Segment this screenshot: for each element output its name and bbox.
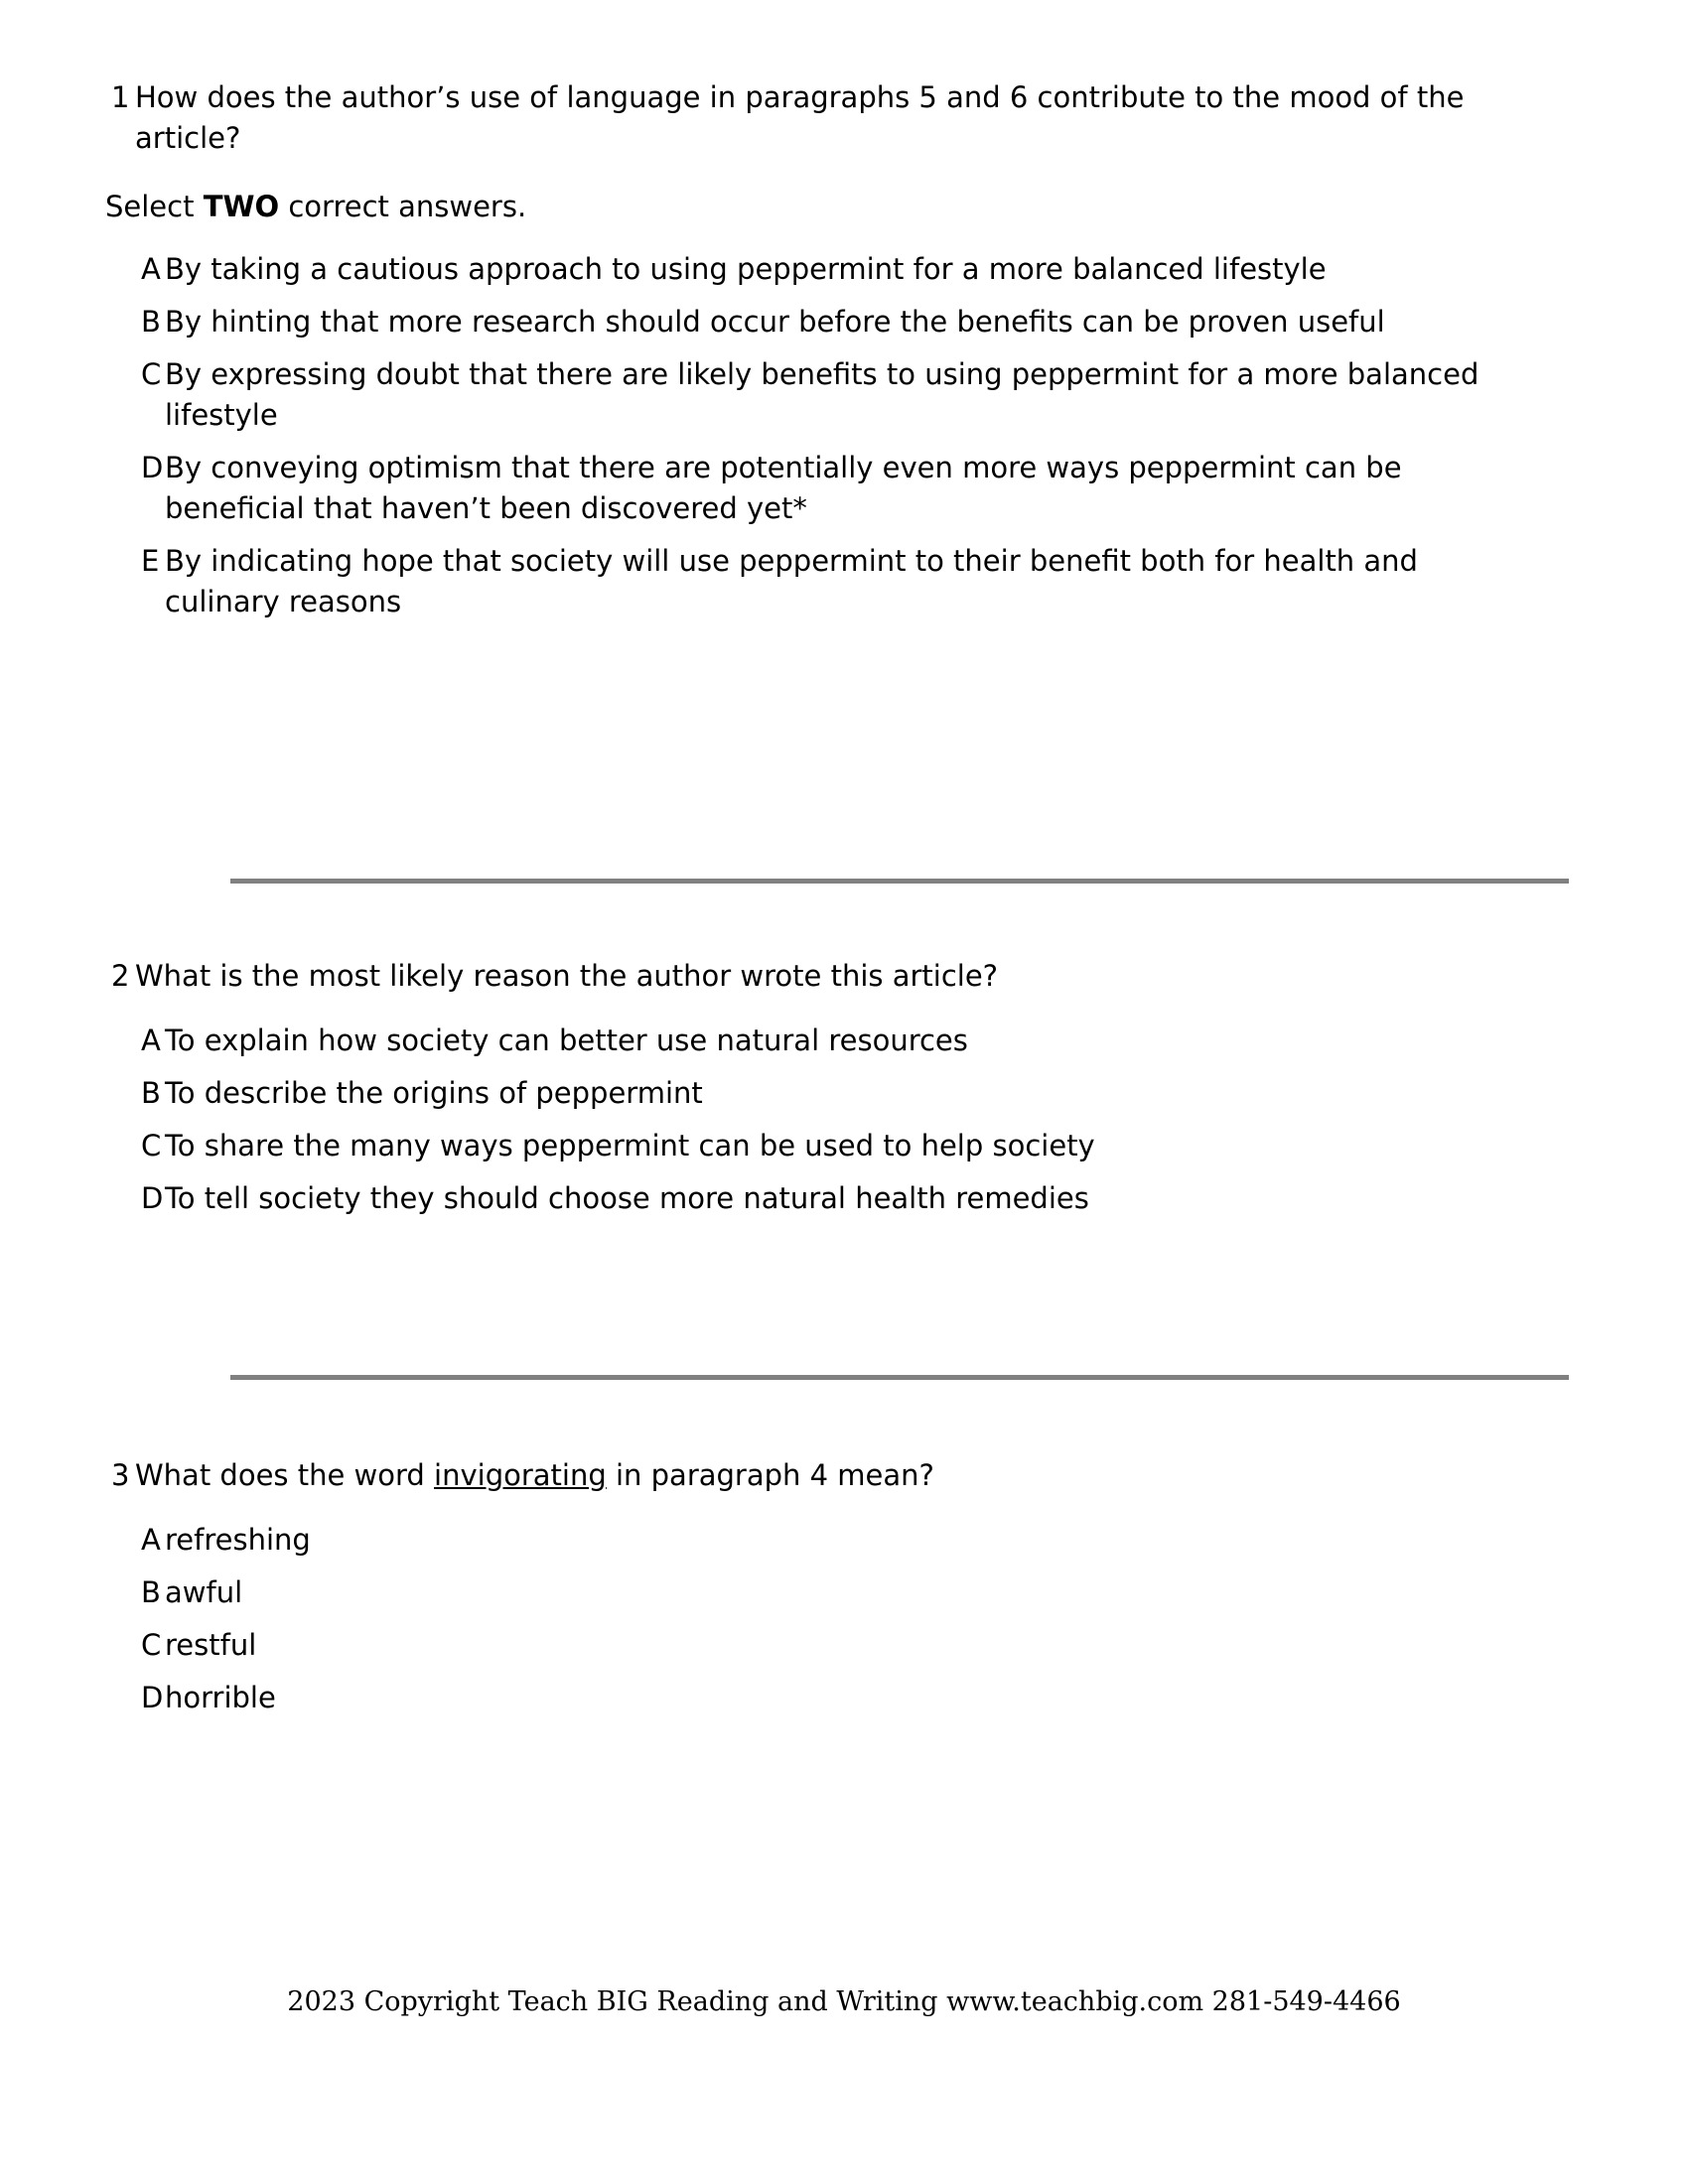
option-text-1d: By conveying optimism that there are potentially even more ways peppermint can be beneficial that haven’t been discovered yet* bbox=[165, 451, 1402, 525]
question-3-stem-suffix: in paragraph 4 mean? bbox=[606, 1458, 934, 1492]
instruction-suffix-text: correct answers. bbox=[279, 190, 527, 223]
question-number-1: 1 bbox=[111, 80, 130, 114]
option-text-3b: awful bbox=[165, 1575, 243, 1609]
section-divider-1 bbox=[230, 879, 1569, 884]
answer-option-2c[interactable] bbox=[0, 1126, 1688, 1166]
question-3-vocabulary-word: invigorating bbox=[434, 1458, 607, 1492]
answer-option-1e[interactable] bbox=[0, 541, 1688, 622]
option-text-3c: restful bbox=[165, 1628, 257, 1662]
answer-option-1a[interactable] bbox=[0, 249, 1688, 290]
option-letter-2d: D bbox=[141, 1181, 164, 1215]
question-number-2: 2 bbox=[111, 959, 130, 993]
question-1-instruction bbox=[81, 187, 1688, 227]
answer-option-3d[interactable] bbox=[0, 1678, 1688, 1718]
option-letter-1c: C bbox=[141, 357, 162, 391]
instruction-prefix-text: Select bbox=[105, 190, 204, 223]
option-text-1a: By taking a cautious approach to using peppermint for a more balanced lifestyle bbox=[165, 252, 1327, 286]
question-stem-2: What is the most likely reason the author wrote this article? bbox=[135, 959, 999, 993]
option-letter-1b: B bbox=[141, 305, 161, 339]
option-text-2b: To describe the origins of peppermint bbox=[165, 1076, 703, 1110]
option-letter-1e: E bbox=[141, 544, 160, 578]
answer-option-1b[interactable] bbox=[0, 302, 1688, 342]
question-2-header bbox=[0, 956, 1688, 997]
option-text-2c: To share the many ways peppermint can be used to help society bbox=[165, 1129, 1095, 1162]
page-footer-copyright: 2023 Copyright Teach BIG Reading and Writing www.teachbig.com 281-549-4466 bbox=[287, 1986, 1401, 2017]
question-3-header bbox=[0, 1455, 1688, 1496]
answer-option-3b[interactable] bbox=[0, 1572, 1688, 1613]
option-text-1e: By indicating hope that society will use peppermint to their benefit both for health and culinary reasons bbox=[165, 544, 1418, 618]
answer-option-2d[interactable] bbox=[0, 1178, 1688, 1219]
option-letter-3d: D bbox=[141, 1681, 164, 1714]
section-divider-2 bbox=[230, 1375, 1569, 1380]
option-letter-1d: D bbox=[141, 451, 164, 484]
answer-option-2b[interactable] bbox=[0, 1073, 1688, 1114]
question-stem-1: How does the author’s use of language in paragraphs 5 and 6 contribute to the mood of the article? bbox=[135, 80, 1465, 155]
option-letter-2b: B bbox=[141, 1076, 161, 1110]
answer-option-1d[interactable] bbox=[0, 448, 1688, 529]
option-letter-3c: C bbox=[141, 1628, 162, 1662]
option-text-1b: By hinting that more research should occur before the benefits can be proven useful bbox=[165, 305, 1385, 339]
option-text-3a: refreshing bbox=[165, 1523, 311, 1557]
question-block-2 bbox=[0, 956, 1688, 1231]
answer-option-2a[interactable] bbox=[0, 1021, 1688, 1061]
answer-option-3c[interactable] bbox=[0, 1625, 1688, 1666]
option-letter-3b: B bbox=[141, 1575, 161, 1609]
option-text-2d: To tell society they should choose more natural health remedies bbox=[165, 1181, 1089, 1215]
answer-option-1c[interactable] bbox=[0, 354, 1688, 436]
option-letter-3a: A bbox=[141, 1523, 161, 1557]
option-letter-1a: A bbox=[141, 252, 161, 286]
option-text-1c: By expressing doubt that there are likely benefits to using peppermint for a more balanced lifestyle bbox=[165, 357, 1479, 432]
instruction-emphasis-two: TWO bbox=[203, 190, 280, 223]
question-stem-3 bbox=[111, 1455, 1474, 1496]
question-block-3 bbox=[0, 1455, 1688, 1730]
question-1-instruction-row bbox=[0, 187, 1688, 227]
option-letter-2c: C bbox=[141, 1129, 162, 1162]
option-text-3d: horrible bbox=[165, 1681, 276, 1714]
answer-option-3a[interactable] bbox=[0, 1520, 1688, 1561]
option-letter-2a: A bbox=[141, 1024, 161, 1057]
question-number-3: 3 bbox=[111, 1458, 130, 1492]
option-text-2a: To explain how society can better use natural resources bbox=[165, 1024, 968, 1057]
question-1-header bbox=[0, 77, 1688, 159]
question-3-stem-prefix: What does the word bbox=[135, 1458, 435, 1492]
question-block-1 bbox=[0, 77, 1688, 634]
